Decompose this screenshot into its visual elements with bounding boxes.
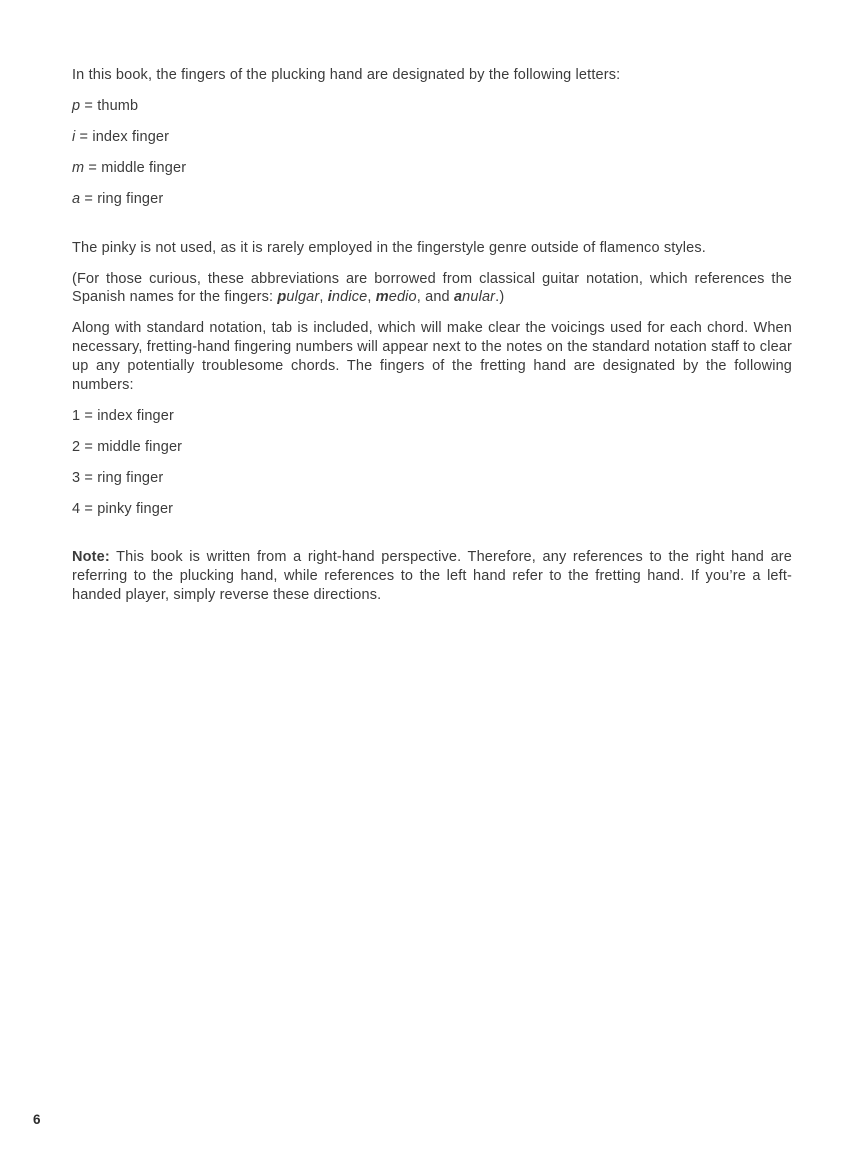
text-segment: i [327,289,332,306]
text-segment: ndice [331,289,368,306]
plucking-finger-item-middle [72,159,792,178]
text-segment: a [72,191,81,207]
text-segment: nular [462,289,496,306]
plucking-finger-item-thumb [72,97,792,116]
text-segment: = middle finger [84,160,187,176]
text-segment: p [277,289,287,306]
spanish-names-paragraph [72,270,792,307]
text-segment: = thumb [80,98,139,114]
text-segment: 4 = pinky finger [72,500,174,517]
page-body-text [72,66,792,617]
handedness-note-paragraph [72,548,792,604]
text-segment: This book is written from a right-hand perspective. Therefore, any references to the right hand are referring to the plucking hand, while references to the left hand refer to the fretting hand. If you’re a left-handed player, simply reverse these directions. [72,549,792,603]
text-segment: 2 = middle finger [72,438,183,455]
text-segment: m [72,160,85,176]
page-number: 6 [33,1112,41,1127]
intro-paragraph [72,66,792,85]
text-segment: p [72,98,81,114]
text-segment: ulgar [286,289,320,306]
text-segment: a [453,289,463,306]
text-segment: = index finger [75,129,170,145]
fretting-finger-item-ring [72,469,792,488]
text-segment: 3 = ring finger [72,469,164,486]
plucking-finger-item-ring [72,190,792,209]
fretting-finger-item-pinky [72,500,792,519]
text-segment: (For those curious, these abbreviations are borrowed from classical guitar notation, which references the Spanish names for the fingers: [72,270,792,306]
plucking-finger-item-index [72,128,792,147]
text-segment: In this book, the fingers of the plucking hand are designated by the following letters: [72,67,621,83]
text-segment: Along with standard notation, tab is included, which will make clear the voicings used for each chord. When necessary, fretting-hand fingering numbers will appear next to the notes on the standard notation staff to clear up any potentially troublesome chords. The fingers of the fretting hand are designated by the following numbers: [72,320,792,393]
text-segment: = ring finger [80,191,164,207]
text-segment: , [319,289,328,306]
text-segment: , and [416,289,454,306]
notation-explanation-paragraph [72,319,792,394]
text-segment: i [72,129,76,145]
text-segment: m [375,289,389,306]
text-segment: Note: [72,549,110,566]
text-segment: , [367,289,376,306]
text-segment: 1 = index finger [72,407,174,424]
text-segment: .) [495,289,505,306]
pinky-note-paragraph [72,239,792,258]
fretting-finger-item-index [72,407,792,426]
text-segment: The pinky is not used, as it is rarely employed in the fingerstyle genre outside of flamenco styles. [72,239,706,256]
fretting-finger-item-middle [72,438,792,457]
text-segment: edio [388,289,417,306]
